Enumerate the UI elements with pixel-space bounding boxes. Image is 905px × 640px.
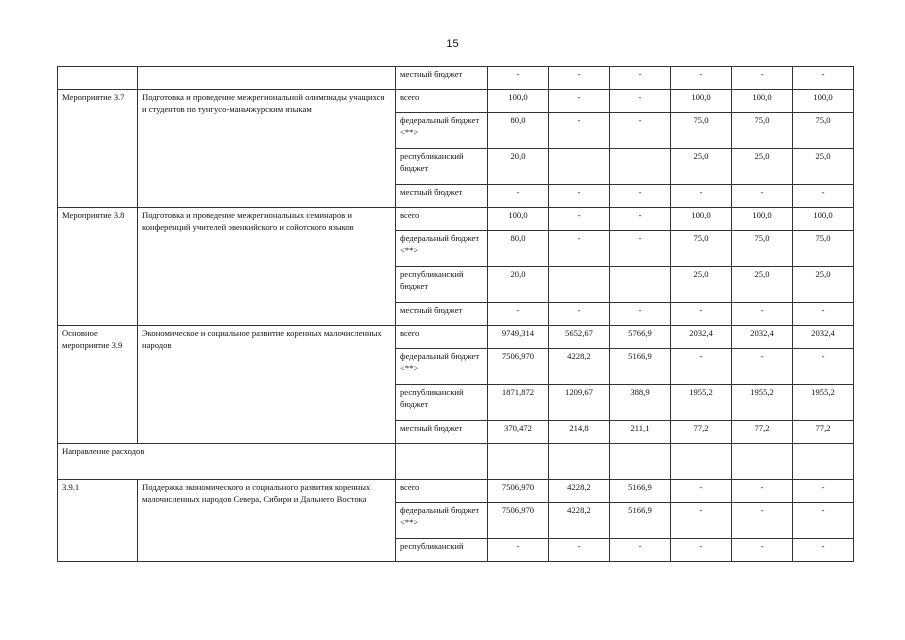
amount-cell: -: [732, 503, 793, 539]
funding-source: всего: [396, 208, 488, 231]
activity-name: [138, 67, 396, 90]
amount-cell: -: [610, 208, 671, 231]
amount-cell: -: [610, 185, 671, 208]
amount-cell: 25,0: [732, 149, 793, 185]
amount-cell: 5166,9: [610, 480, 671, 503]
funding-source: федеральный бюджет <**>: [396, 349, 488, 385]
amount-cell: -: [732, 480, 793, 503]
amount-cell: 80,0: [488, 231, 549, 267]
funding-source: местный бюджет: [396, 67, 488, 90]
amount-cell: [549, 149, 610, 185]
empty-cell: [732, 444, 793, 480]
amount-cell: 20,0: [488, 149, 549, 185]
amount-cell: 75,0: [671, 231, 732, 267]
amount-cell: 4228,2: [549, 480, 610, 503]
amount-cell: -: [610, 539, 671, 562]
empty-cell: [671, 444, 732, 480]
amount-cell: 2032,4: [793, 326, 854, 349]
amount-cell: 5766,9: [610, 326, 671, 349]
funding-source: местный бюджет: [396, 303, 488, 326]
funding-source: республиканский: [396, 539, 488, 562]
amount-cell: -: [549, 208, 610, 231]
amount-cell: -: [488, 185, 549, 208]
funding-source: всего: [396, 326, 488, 349]
amount-cell: 100,0: [488, 208, 549, 231]
amount-cell: -: [549, 90, 610, 113]
section-heading-row: [58, 444, 854, 480]
funding-source: всего: [396, 90, 488, 113]
amount-cell: -: [488, 303, 549, 326]
amount-cell: 2032,4: [732, 326, 793, 349]
amount-cell: -: [610, 231, 671, 267]
funding-source: всего: [396, 480, 488, 503]
amount-cell: 4228,2: [549, 503, 610, 539]
activity-code: [58, 67, 138, 90]
empty-cell: [488, 444, 549, 480]
funding-source: федеральный бюджет <**>: [396, 113, 488, 149]
empty-cell: [549, 444, 610, 480]
amount-cell: 100,0: [732, 208, 793, 231]
amount-cell: -: [610, 67, 671, 90]
activity-name: Подготовка и проведение межрегиональной олимпиады учащихся и студентов по тунгусо-маньчжурским языкам: [138, 90, 396, 208]
amount-cell: 20,0: [488, 267, 549, 303]
amount-cell: 5166,9: [610, 349, 671, 385]
funding-source: федеральный бюджет <**>: [396, 503, 488, 539]
empty-cell: [396, 444, 488, 480]
amount-cell: -: [732, 349, 793, 385]
amount-cell: -: [793, 67, 854, 90]
amount-cell: -: [671, 67, 732, 90]
funding-source: местный бюджет: [396, 185, 488, 208]
amount-cell: 7506,970: [488, 349, 549, 385]
section-heading: Направление расходов: [58, 444, 396, 480]
table-row: [58, 326, 854, 349]
amount-cell: 214,8: [549, 421, 610, 444]
amount-cell: -: [671, 480, 732, 503]
amount-cell: 75,0: [732, 113, 793, 149]
table-row: [58, 90, 854, 113]
activity-code: Мероприятие 3.8: [58, 208, 138, 326]
amount-cell: -: [732, 303, 793, 326]
page-number: 15: [446, 38, 459, 50]
amount-cell: -: [610, 113, 671, 149]
activity-code: Основное мероприятие 3.9: [58, 326, 138, 444]
funding-source: федеральный бюджет <**>: [396, 231, 488, 267]
amount-cell: 388,9: [610, 385, 671, 421]
amount-cell: [549, 267, 610, 303]
amount-cell: -: [793, 480, 854, 503]
table-row: [58, 208, 854, 231]
table-row: [58, 67, 854, 90]
amount-cell: 9749,314: [488, 326, 549, 349]
amount-cell: 1955,2: [793, 385, 854, 421]
amount-cell: -: [671, 539, 732, 562]
amount-cell: -: [793, 303, 854, 326]
amount-cell: 100,0: [671, 90, 732, 113]
amount-cell: -: [732, 185, 793, 208]
amount-cell: -: [549, 113, 610, 149]
amount-cell: -: [671, 303, 732, 326]
amount-cell: -: [610, 90, 671, 113]
amount-cell: 100,0: [488, 90, 549, 113]
amount-cell: -: [793, 503, 854, 539]
activity-code: Мероприятие 3.7: [58, 90, 138, 208]
amount-cell: -: [549, 67, 610, 90]
amount-cell: -: [793, 349, 854, 385]
activity-name: Поддержка экономического и социального развития коренных малочисленных народов Севера, Сибири и Дальнего Востока: [138, 480, 396, 562]
amount-cell: 25,0: [793, 149, 854, 185]
amount-cell: 370,472: [488, 421, 549, 444]
amount-cell: -: [671, 185, 732, 208]
table-row: [58, 480, 854, 503]
amount-cell: 75,0: [671, 113, 732, 149]
amount-cell: 7506,970: [488, 503, 549, 539]
amount-cell: -: [671, 349, 732, 385]
amount-cell: 77,2: [671, 421, 732, 444]
amount-cell: 25,0: [732, 267, 793, 303]
amount-cell: -: [549, 539, 610, 562]
amount-cell: [610, 267, 671, 303]
amount-cell: 77,2: [732, 421, 793, 444]
activity-name: Подготовка и проведение межрегиональных семинаров и конференций учителей эвенкийского и сойотского языков: [138, 208, 396, 326]
amount-cell: 25,0: [793, 267, 854, 303]
amount-cell: 75,0: [732, 231, 793, 267]
amount-cell: 100,0: [671, 208, 732, 231]
funding-source: местный бюджет: [396, 421, 488, 444]
amount-cell: -: [610, 303, 671, 326]
budget-table: [57, 66, 854, 562]
amount-cell: -: [549, 185, 610, 208]
amount-cell: 77,2: [793, 421, 854, 444]
funding-source: республиканский бюджет: [396, 385, 488, 421]
amount-cell: 100,0: [793, 208, 854, 231]
amount-cell: -: [549, 303, 610, 326]
amount-cell: 1871,872: [488, 385, 549, 421]
amount-cell: 75,0: [793, 113, 854, 149]
amount-cell: 80,0: [488, 113, 549, 149]
amount-cell: 4228,2: [549, 349, 610, 385]
amount-cell: -: [549, 231, 610, 267]
empty-cell: [793, 444, 854, 480]
amount-cell: 25,0: [671, 149, 732, 185]
activity-name: Экономическое и социальное развитие коренных малочисленных народов: [138, 326, 396, 444]
amount-cell: 1209,67: [549, 385, 610, 421]
amount-cell: -: [488, 67, 549, 90]
amount-cell: 5166,9: [610, 503, 671, 539]
amount-cell: -: [732, 67, 793, 90]
funding-source: республиканский бюджет: [396, 149, 488, 185]
amount-cell: 25,0: [671, 267, 732, 303]
amount-cell: -: [488, 539, 549, 562]
amount-cell: 100,0: [732, 90, 793, 113]
amount-cell: 1955,2: [671, 385, 732, 421]
amount-cell: [610, 149, 671, 185]
funding-source: республиканский бюджет: [396, 267, 488, 303]
activity-code: 3.9.1: [58, 480, 138, 562]
amount-cell: 2032,4: [671, 326, 732, 349]
amount-cell: 7506,970: [488, 480, 549, 503]
amount-cell: 5652,67: [549, 326, 610, 349]
amount-cell: 1955,2: [732, 385, 793, 421]
amount-cell: -: [793, 185, 854, 208]
empty-cell: [610, 444, 671, 480]
amount-cell: 211,1: [610, 421, 671, 444]
amount-cell: -: [793, 539, 854, 562]
amount-cell: 100,0: [793, 90, 854, 113]
amount-cell: 75,0: [793, 231, 854, 267]
amount-cell: -: [671, 503, 732, 539]
amount-cell: -: [732, 539, 793, 562]
